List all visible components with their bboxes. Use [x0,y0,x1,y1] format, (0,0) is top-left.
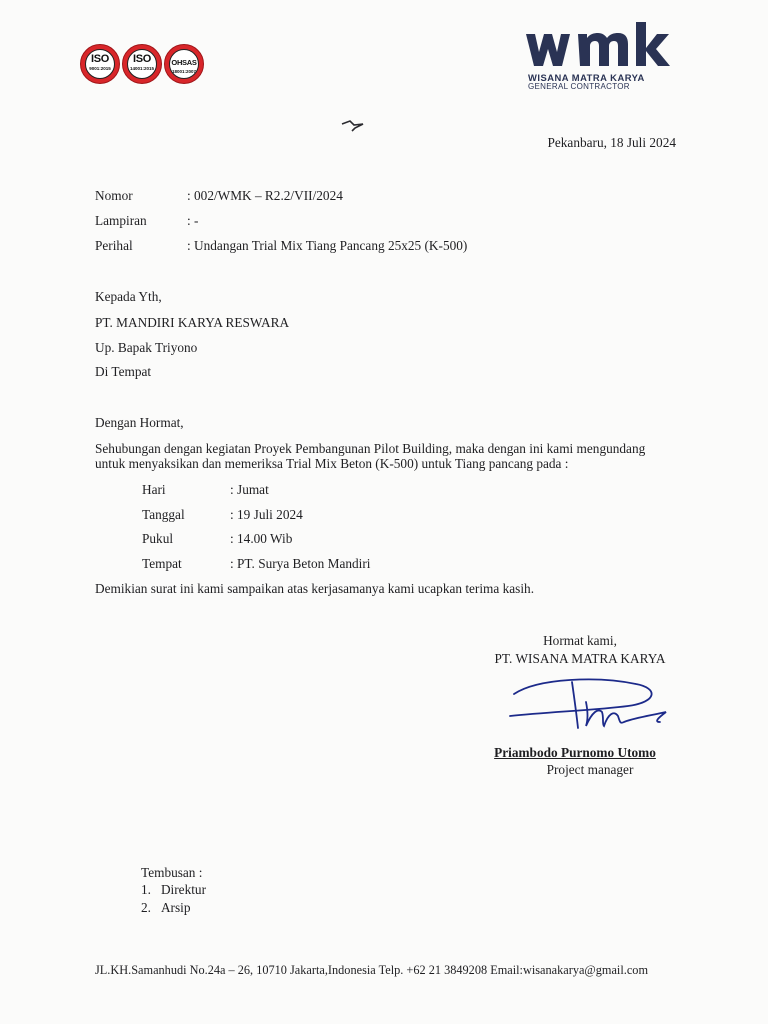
event-value-tempat: : PT. Surya Beton Mandiri [230,556,371,571]
cc-title: Tembusan : [141,865,203,880]
badge-label: ISO [90,53,110,65]
iso-9001-badge-icon [80,44,120,84]
badge-sub: 18001:2007 [171,69,197,74]
event-label-tempat: Tempat [142,556,182,571]
signature-closing: Hormat kami, [543,633,617,648]
event-value-hari: : Jumat [230,482,269,497]
meta-value-nomor: : 002/WMK – R2.2/VII/2024 [187,188,343,203]
meta-value-perihal: : Undangan Trial Mix Tiang Pancang 25x25 (K-500) [187,238,468,253]
signature-block [470,633,690,667]
logo-company-subtitle: GENERAL CONTRACTOR [528,82,630,91]
wmk-logo-icon [522,22,682,72]
recipient-company: PT. MANDIRI KARYA RESWARA [95,315,290,330]
recipient-location: Di Tempat [95,364,152,379]
logo-company-name: WISANA MATRA KARYA [528,72,645,83]
event-label-tanggal: Tanggal [142,507,185,522]
iso-14001-badge-icon [122,44,162,84]
body-line-1: Sehubungan dengan kegiatan Proyek Pembangunan Pilot Building, maka dengan ini kami mengundang [95,441,646,456]
ohsas-badge-icon [164,44,204,84]
event-label-hari: Hari [142,482,166,497]
cc-item: 2. Arsip [141,900,191,915]
handwritten-signature-icon [508,672,673,742]
badge-label: ISO [132,53,152,65]
meta-label-perihal: Perihal [95,238,133,253]
recipient-attention: Up. Bapak Triyono [95,340,198,355]
signer-title: Project manager [546,762,634,777]
cc-item: 1. Direktur [141,882,206,897]
footer-address: JL.KH.Samanhudi No.24a – 26, 10710 Jakarta,Indonesia Telp. +62 21 3849208 Email:wisanakarya@gmail.com [95,963,649,977]
body-line-2: untuk menyaksikan dan memeriksa Trial Mix Beton (K-500) untuk Tiang pancang pada : [95,456,569,471]
event-label-pukul: Pukul [142,531,174,546]
meta-label-lampiran: Lampiran [95,213,147,228]
place-date: Pekanbaru, 18 Juli 2024 [547,135,676,150]
event-value-tanggal: : 19 Juli 2024 [230,507,303,522]
signature-company: PT. WISANA MATRA KARYA [494,651,666,666]
meta-label-nomor: Nomor [95,188,133,203]
meta-value-lampiran: : - [187,213,199,228]
certification-badges [80,44,204,84]
closing-text: Demikian surat ini kami sampaikan atas kerjasamanya kami ucapkan terima kasih. [95,581,535,596]
salutation: Dengan Hormat, [95,415,184,430]
signer-name: Priambodo Purnomo Utomo [494,745,656,760]
company-logo [522,22,682,92]
badge-sub: 9001:2015 [89,66,111,71]
event-value-pukul: : 14.00 Wib [230,531,293,546]
recipient-greeting: Kepada Yth, [95,289,162,304]
badge-sub: 14001:2015 [129,66,155,71]
badge-label: OHSAS [171,58,197,67]
ink-mark-icon [340,118,366,132]
